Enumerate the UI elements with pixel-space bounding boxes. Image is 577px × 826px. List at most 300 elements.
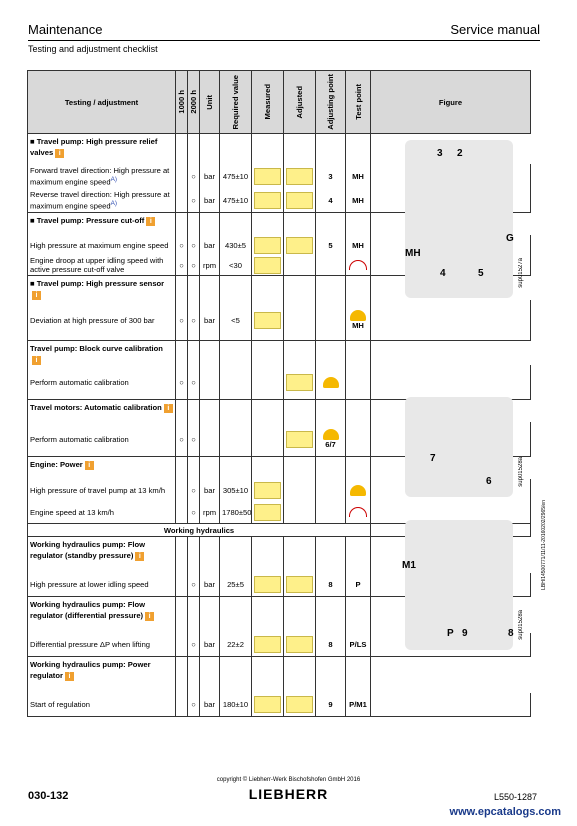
empty-cell (284, 657, 316, 694)
measured-input[interactable] (254, 482, 281, 499)
measured-cell (252, 479, 284, 501)
empty-cell (316, 537, 346, 574)
adjusting-point: 8 (328, 580, 333, 589)
cell-h2000: ○ (188, 365, 200, 400)
cell-h2000: ○ (188, 300, 200, 341)
adjusted-cell (284, 164, 316, 188)
adjusting-point: 3 (328, 171, 333, 181)
empty-cell (188, 213, 200, 236)
test-point-cell (346, 255, 371, 276)
adjusting-point: 6/7 (325, 440, 336, 449)
test-point-cell (346, 573, 371, 597)
adjusting-point-cell (316, 300, 346, 341)
empty-cell (188, 657, 200, 694)
helmet-icon (350, 485, 366, 496)
cell-h1000: ○ (176, 365, 188, 400)
empty-cell (188, 276, 200, 301)
cell-req: 430±5 (220, 235, 252, 255)
adjusted-input[interactable] (286, 237, 313, 254)
cell-h2000: ○ (188, 693, 200, 717)
figure-callout: 8 (508, 628, 514, 639)
cell-h1000: ○ (176, 422, 188, 457)
section-title: Working hydraulics pump: Power regulator (30, 660, 151, 680)
cell-h1000: ○ (176, 235, 188, 255)
empty-cell (252, 657, 284, 694)
section-title-cell (28, 276, 176, 301)
test-point-cell (346, 479, 371, 501)
document-number: L550-1287 (493, 792, 537, 802)
adjusted-input[interactable] (286, 431, 313, 448)
measured-input[interactable] (254, 168, 281, 185)
measured-cell (252, 188, 284, 213)
empty-cell (316, 457, 346, 480)
empty-cell (188, 537, 200, 574)
empty-cell (200, 457, 220, 480)
gauge-icon (349, 260, 367, 270)
cell-unit: bar (200, 573, 220, 597)
adjusting-point-cell (316, 501, 346, 524)
figure-callout: 5 (478, 268, 484, 279)
figure-code: sup01527a (518, 258, 524, 288)
row-label-cell (28, 235, 176, 255)
row-label: High pressure of travel pump at 13 km/h (30, 485, 166, 495)
row-label-cell (28, 188, 176, 213)
empty-cell (252, 597, 284, 634)
measured-input[interactable] (254, 504, 281, 521)
figure-code: sup01528a (518, 457, 524, 487)
figure-cell (371, 365, 531, 400)
section-title: Maintenance (28, 22, 103, 37)
figure-callout: 4 (440, 268, 446, 279)
adjusted-cell (284, 235, 316, 255)
cell-req (220, 365, 252, 400)
empty-cell (200, 341, 220, 366)
empty-cell (252, 134, 284, 165)
empty-cell (176, 341, 188, 366)
page-subtitle: Testing and adjustment checklist (28, 44, 158, 54)
empty-cell (200, 657, 220, 694)
cell-unit: bar (200, 235, 220, 255)
empty-cell (284, 597, 316, 634)
empty-cell (252, 276, 284, 301)
test-point-cell (346, 188, 371, 213)
adjusting-point-cell (316, 633, 346, 657)
helmet-icon (350, 310, 366, 321)
adjusted-cell (284, 300, 316, 341)
section-title-cell (28, 597, 176, 634)
empty-cell (284, 276, 316, 301)
adjusting-point: 8 (328, 640, 333, 649)
row-label: Engine speed at 13 km/h (30, 507, 115, 517)
info-icon: i (32, 356, 41, 365)
col-testing: Testing / adjustment (28, 71, 176, 134)
cell-h1000: ○ (176, 300, 188, 341)
empty-cell (220, 457, 252, 480)
empty-cell (252, 400, 284, 423)
empty-cell (188, 341, 200, 366)
measured-cell (252, 255, 284, 276)
section-title-cell (28, 657, 176, 694)
section-title-cell (28, 400, 176, 423)
row-label: Deviation at high pressure of 300 bar (30, 315, 155, 325)
empty-cell (188, 400, 200, 423)
empty-cell (346, 597, 371, 634)
figure-callout: 3 (437, 148, 443, 159)
adjusting-point: 4 (328, 195, 333, 205)
measured-cell (252, 573, 284, 597)
row-footnote: A) (110, 199, 117, 207)
empty-cell (346, 457, 371, 480)
adjusted-cell (284, 422, 316, 457)
empty-cell (200, 400, 220, 423)
section-title: Working hydraulics pump: Flow regulator (differential pressure) (30, 600, 146, 620)
empty-cell (316, 341, 346, 366)
row-label-cell (28, 479, 176, 501)
col-test-point: Test point (346, 71, 371, 134)
col-2000h: 2000 h (188, 71, 200, 134)
cell-unit: rpm (200, 255, 220, 276)
measured-input[interactable] (254, 237, 281, 254)
row-label: Perform automatic calibration (30, 434, 129, 444)
cell-req: 1780±50 (220, 501, 252, 524)
measured-cell (252, 164, 284, 188)
empty-cell (176, 597, 188, 634)
empty-cell (188, 134, 200, 165)
test-point-cell (346, 633, 371, 657)
figure-callout: 7 (430, 453, 436, 464)
empty-cell (346, 400, 371, 423)
empty-cell (176, 213, 188, 236)
cell-h1000 (176, 633, 188, 657)
cell-unit: bar (200, 300, 220, 341)
test-point: MH (352, 171, 364, 181)
empty-cell (316, 597, 346, 634)
empty-cell (316, 276, 346, 301)
adjusted-input[interactable] (286, 192, 313, 209)
test-point: MH (352, 240, 364, 250)
adjusted-input[interactable] (286, 636, 313, 653)
watermark: www.epcatalogs.com (449, 806, 561, 818)
row-label: Forward travel direction: High pressure at maximum engine speed (30, 165, 170, 187)
test-point: P/M1 (349, 700, 367, 709)
cell-h1000 (176, 573, 188, 597)
test-point-cell (346, 300, 371, 341)
helmet-icon (323, 377, 339, 388)
row-label-cell (28, 300, 176, 341)
document-code: LBH/14500771/11/11-20160202/2965/en (541, 500, 547, 590)
info-icon: i (55, 149, 64, 158)
cell-h2000: ○ (188, 235, 200, 255)
test-point-cell (346, 501, 371, 524)
adjusted-input[interactable] (286, 168, 313, 185)
cell-unit: bar (200, 633, 220, 657)
adjusted-input[interactable] (286, 576, 313, 593)
measured-input[interactable] (254, 257, 281, 274)
cell-req: 305±10 (220, 479, 252, 501)
measured-input[interactable] (254, 312, 281, 329)
empty-cell (284, 134, 316, 165)
empty-cell (176, 457, 188, 480)
figure-callout: P (447, 628, 454, 639)
row-label-cell (28, 164, 176, 188)
info-icon: i (164, 404, 173, 413)
adjusting-point: 9 (328, 700, 333, 709)
measured-cell (252, 633, 284, 657)
figure-callout: 2 (457, 148, 463, 159)
test-point: MH (352, 195, 364, 205)
empty-cell (176, 657, 188, 694)
copyright: copyright © Liebherr-Werk Bischofshofen GmbH 2016 (216, 777, 361, 783)
cell-req: 22±2 (220, 633, 252, 657)
brand-logo: LIEBHERR (248, 786, 329, 802)
header-divider (28, 40, 540, 41)
empty-cell (176, 276, 188, 301)
cell-req: <30 (220, 255, 252, 276)
test-point-cell (346, 365, 371, 400)
adjusting-point-cell (316, 255, 346, 276)
cell-h1000 (176, 479, 188, 501)
adjusting-point-cell (316, 365, 346, 400)
row-label: Perform automatic calibration (30, 377, 129, 387)
figure-callout: M1 (402, 560, 416, 571)
cell-h2000: ○ (188, 188, 200, 213)
row-label-cell (28, 693, 176, 717)
test-point: MH (352, 321, 364, 330)
col-measured: Measured (252, 71, 284, 134)
cell-h2000: ○ (188, 255, 200, 276)
col-adjusting-point: Adjusting point (316, 71, 346, 134)
cell-h2000: ○ (188, 501, 200, 524)
empty-cell (346, 341, 371, 366)
empty-cell (176, 537, 188, 574)
empty-cell (284, 457, 316, 480)
row-label-cell (28, 501, 176, 524)
cell-req: 25±5 (220, 573, 252, 597)
measured-cell (252, 235, 284, 255)
cell-unit: bar (200, 693, 220, 717)
row-label-cell (28, 422, 176, 457)
table-row (28, 365, 531, 400)
row-label: Engine droop at upper idling speed with active pressure cut-off valve (30, 256, 164, 274)
test-point-cell (346, 693, 371, 717)
empty-cell (220, 134, 252, 165)
measured-cell (252, 422, 284, 457)
cell-req: 475±10 (220, 164, 252, 188)
empty-cell (284, 537, 316, 574)
empty-cell (220, 341, 252, 366)
row-label: Differential pressure ΔP when lifting (30, 640, 151, 649)
adjusted-input[interactable] (286, 696, 313, 713)
cell-req: <5 (220, 300, 252, 341)
adjusting-point-cell (316, 235, 346, 255)
test-point-cell (346, 235, 371, 255)
empty-cell (316, 213, 346, 236)
info-icon: i (135, 552, 144, 561)
col-adjusted: Adjusted (284, 71, 316, 134)
test-point: P/LS (349, 640, 367, 649)
cell-unit: bar (200, 164, 220, 188)
adjusted-cell (284, 188, 316, 213)
figure-callout: 6 (486, 476, 492, 487)
cell-h2000: ○ (188, 479, 200, 501)
row-footnote: A) (110, 175, 117, 183)
measured-input[interactable] (254, 576, 281, 593)
adjusted-cell (284, 633, 316, 657)
section-title-cell (28, 134, 176, 165)
cell-h2000: ○ (188, 164, 200, 188)
adjusting-point-cell (316, 164, 346, 188)
empty-cell (220, 276, 252, 301)
row-label: Start of regulation (30, 700, 90, 709)
empty-cell (220, 400, 252, 423)
measured-cell (252, 693, 284, 717)
empty-cell (176, 134, 188, 165)
adjusted-cell (284, 501, 316, 524)
adjusting-point-cell (316, 188, 346, 213)
helmet-icon (323, 429, 339, 440)
empty-cell (316, 134, 346, 165)
empty-cell (200, 597, 220, 634)
row-label-cell (28, 365, 176, 400)
figure-callout: MH (405, 248, 421, 259)
section-title: ■ Travel pump: High pressure relief valves (30, 137, 158, 157)
table-row (28, 300, 531, 341)
gauge-icon (349, 507, 367, 517)
empty-cell (200, 276, 220, 301)
measured-input[interactable] (254, 192, 281, 209)
test-point: P (355, 580, 361, 589)
adjusted-cell (284, 255, 316, 276)
measured-input[interactable] (254, 696, 281, 713)
page-number: 030-132 (28, 790, 69, 802)
test-point-cell (346, 164, 371, 188)
empty-cell (188, 457, 200, 480)
adjusted-cell (284, 479, 316, 501)
working-hydraulics-heading: Working hydraulics (28, 524, 371, 537)
section-row (28, 657, 531, 694)
empty-cell (220, 657, 252, 694)
empty-cell (316, 400, 346, 423)
measured-input[interactable] (254, 636, 281, 653)
measured-cell (252, 501, 284, 524)
info-icon: i (85, 461, 94, 470)
cell-h1000 (176, 164, 188, 188)
empty-cell (252, 457, 284, 480)
adjusting-point-cell (316, 693, 346, 717)
cell-unit: rpm (200, 501, 220, 524)
section-title-cell (28, 537, 176, 574)
adjusted-cell (284, 693, 316, 717)
section-title: Travel motors: Automatic calibration (30, 403, 162, 412)
cell-h2000: ○ (188, 422, 200, 457)
info-icon: i (146, 217, 155, 226)
empty-cell (316, 657, 346, 694)
empty-cell (188, 597, 200, 634)
empty-cell (346, 276, 371, 301)
section-title-cell (28, 213, 176, 236)
row-label: Reverse travel direction: High pressure at maximum engine speed (30, 189, 170, 211)
cell-req: 475±10 (220, 188, 252, 213)
section-row (28, 341, 531, 366)
cell-h2000: ○ (188, 573, 200, 597)
empty-cell (346, 537, 371, 574)
cell-h1000 (176, 188, 188, 213)
section-title-cell (28, 457, 176, 480)
adjusting-point-cell (316, 422, 346, 457)
cell-h1000 (176, 693, 188, 717)
cell-req (220, 422, 252, 457)
empty-cell (346, 134, 371, 165)
row-label: High pressure at maximum engine speed (30, 240, 169, 250)
row-label-cell (28, 573, 176, 597)
col-required: Required value (220, 71, 252, 134)
manual-title: Service manual (450, 22, 540, 37)
empty-cell (176, 400, 188, 423)
pump-figure-1 (405, 140, 513, 298)
cell-h2000: ○ (188, 633, 200, 657)
empty-cell (346, 657, 371, 694)
test-point-cell (346, 422, 371, 457)
empty-cell (346, 213, 371, 236)
empty-cell (252, 537, 284, 574)
row-label: High pressure at lower idling speed (30, 580, 149, 589)
empty-cell (200, 537, 220, 574)
adjusting-point: 5 (328, 240, 333, 250)
figure-callout: 9 (462, 628, 468, 639)
cell-unit: bar (200, 188, 220, 213)
adjusting-point-cell (316, 479, 346, 501)
measured-cell (252, 300, 284, 341)
col-unit: Unit (200, 71, 220, 134)
pump-figure-3 (405, 520, 513, 650)
figure-callout: G (506, 233, 514, 244)
adjusted-cell (284, 365, 316, 400)
section-title: Engine: Power (30, 460, 83, 469)
figure-code: sup01528a (518, 610, 524, 640)
empty-cell (200, 134, 220, 165)
cell-h1000 (176, 501, 188, 524)
figure-cell (371, 300, 531, 341)
cell-unit: bar (200, 479, 220, 501)
table-header (28, 71, 531, 134)
empty-cell (284, 400, 316, 423)
col-figure: Figure (371, 71, 531, 134)
empty-cell (220, 537, 252, 574)
table-row (28, 693, 531, 717)
info-icon: i (65, 672, 74, 681)
adjusted-input[interactable] (286, 374, 313, 391)
empty-cell (284, 213, 316, 236)
cell-req: 180±10 (220, 693, 252, 717)
empty-cell (220, 213, 252, 236)
empty-cell (200, 213, 220, 236)
empty-cell (220, 597, 252, 634)
empty-cell (284, 341, 316, 366)
cell-unit (200, 422, 220, 457)
section-title-cell (28, 341, 176, 366)
cell-unit (200, 365, 220, 400)
empty-cell (252, 213, 284, 236)
section-title: Working hydraulics pump: Flow regulator (standby pressure) (30, 540, 146, 560)
pump-figure-2 (405, 397, 513, 497)
info-icon: i (145, 612, 154, 621)
section-title: ■ Travel pump: High pressure sensor (30, 279, 165, 288)
empty-cell (252, 341, 284, 366)
row-label-cell (28, 633, 176, 657)
section-title: ■ Travel pump: Pressure cut-off (30, 216, 145, 225)
row-label-cell (28, 255, 176, 276)
section-title: Travel pump: Block curve calibration (30, 344, 163, 353)
